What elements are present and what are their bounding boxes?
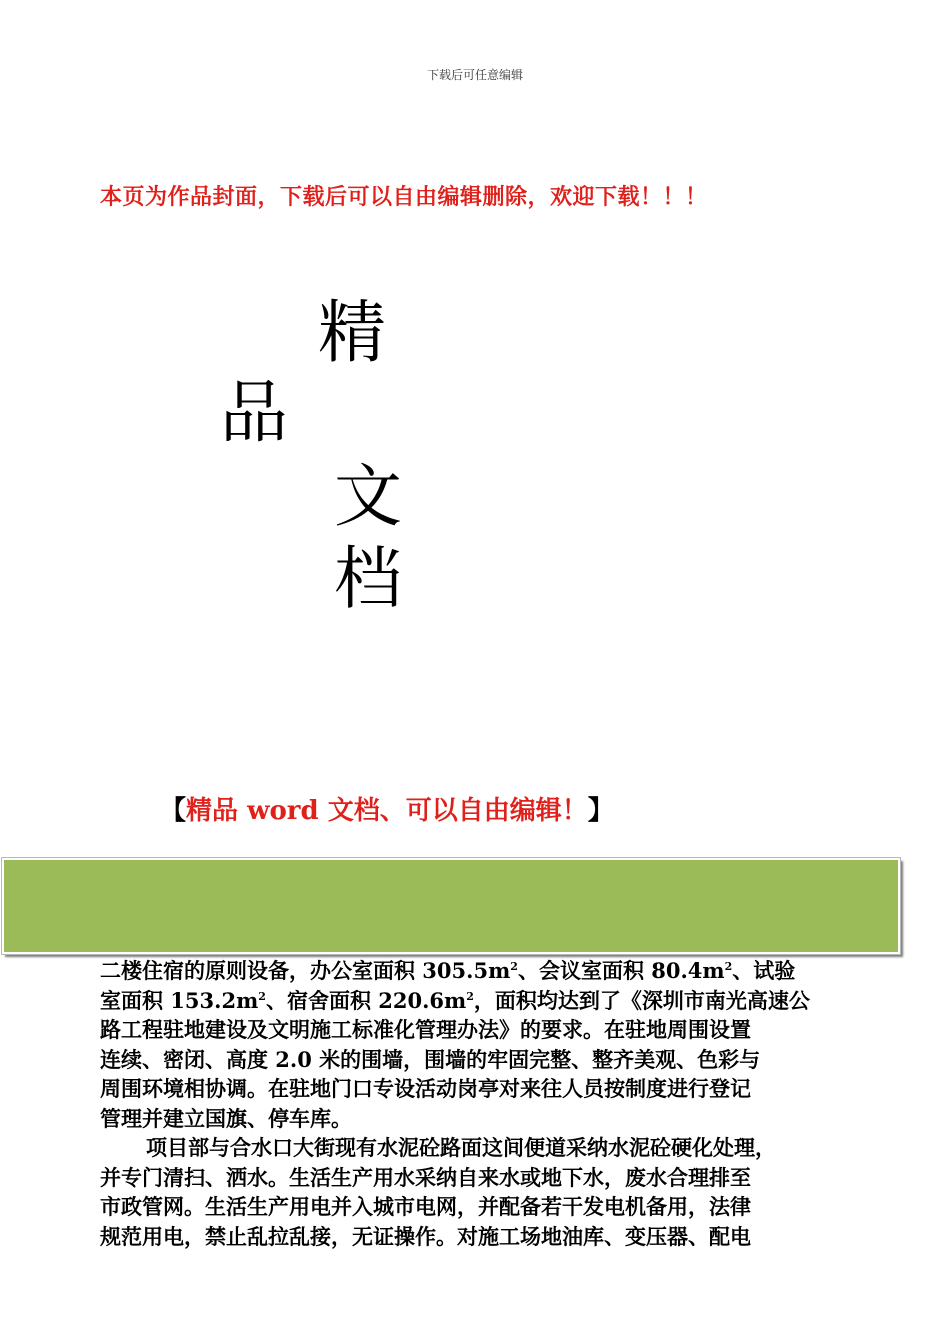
body-line-8: 并专门清扫、洒水。生活生产用水采纳自来水或地下水，废水合理排至	[100, 1164, 751, 1190]
cover-notice: 本页为作品封面，下载后可以自由编辑删除，欢迎下载！！！	[100, 184, 708, 210]
green-banner	[2, 858, 900, 954]
subtitle-close-bracket: 】	[587, 796, 614, 826]
title-char-1: 精	[318, 294, 387, 373]
title-char-3: 文	[334, 458, 403, 537]
body-line-7: 项目部与合水口大街现有水泥砼路面这间便道采纳水泥砼硬化处理，	[146, 1135, 776, 1160]
subtitle	[160, 790, 614, 827]
title-char-4: 档	[334, 540, 403, 619]
body-line-1: 二楼住宿的原则设备，办公室面积 $305.5m^2$、会议室面积 $80.4m^2$、试验	[100, 958, 796, 983]
body-line-2: 室面积 $153.2m^2$、宿舍面积 $220.6m^2$，面积均达到了《深圳市南光高速公	[100, 987, 810, 1013]
subtitle-open-bracket: 【	[160, 796, 187, 826]
body-line-3: 路工程驻地建设及文明施工标准化管理办法》的要求。在驻地周围设置	[100, 1017, 751, 1042]
body-line-9: 市政管网。生活生产用电并入城市电网，并配备若干发电机备用，法律	[100, 1194, 751, 1219]
subtitle-text: 精品 word 文档、可以自由编辑！	[186, 796, 588, 826]
body-line-5: 周围环境相协调。在驻地门口专设活动岗亭对来往人员按制度进行登记	[100, 1076, 751, 1101]
title-char-2: 品	[220, 374, 289, 453]
body-line-4: 连续、密闭、高度 2.0 米的围墙，围墙的牢固完整、整齐美观、色彩与	[100, 1046, 761, 1072]
page-header-note: 下载后可任意编辑	[426, 68, 523, 82]
body-text	[100, 942, 860, 1251]
body-line-6: 管理并建立国旗、停车库。	[100, 1105, 352, 1131]
body-line-10: 规范用电，禁止乱拉乱接，无证操作。对施工场地油库、变压器、配电	[100, 1223, 751, 1249]
